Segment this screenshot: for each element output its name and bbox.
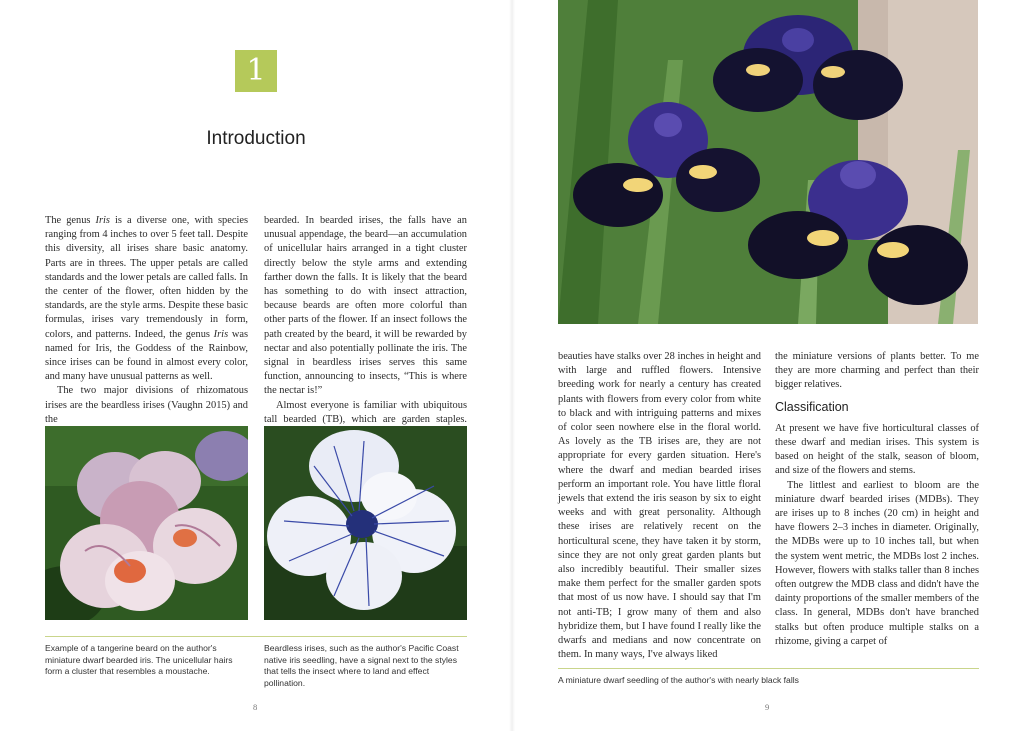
left-text-column-2	[264, 214, 467, 441]
paragraph: beauties have stalks over 28 inches in height and with large and ruffled flowers. Intensive breeding work for nearly a century has created plants with flowers from every color from white to black and with intriguing patterns and mixes of color seen nowhere else in the floral world. As lovely as the TB irises are, they are not appropriate for every garden situation. Here's where the dwarf and median bearded irises perform an important role. You have little floral jewels that extend the iris season by six to eight weeks and with great personality. Although these irises are relatively recent on the horticultural scene, they have taken it by storm, since they are not only great garden plants but also incredibly beautiful. Their smaller sizes make them perfect for the smaller garden spots that most of us now have. I should say that I'm not anti-TB; I grow many of them and also hybridize them, but I have found I really like the dwarfs and medians and now concentrate on them. In many ways, I've always liked	[558, 351, 761, 661]
caption-divider	[45, 636, 467, 637]
photo-caption: A miniature dwarf seedling of the author's with nearly black falls	[558, 675, 799, 685]
section-heading: Classification	[775, 399, 849, 414]
chapter-number-badge: 1	[235, 50, 277, 92]
text-run: was named for Iris, the Goddess of the Rainbow, since irises can be found in almost every color, and many have unusual patterns as well.	[45, 328, 248, 383]
paragraph: bearded. In bearded irises, the falls have an unusual appendage, the beard—an accumulation of unicellular hairs arranged in a tight cluster directly below the style arms and extending farther down the falls. It is likely that the beard has something to do with insect attraction, because beards are often more colorful than other parts of the flower. If an insect follows the path created by the beard, it will be rewarded by nectar and also potentially pollinate the iris. The signal in beardless irises serves this same function, announcing to insects, “This is where the nectar is!”	[264, 215, 467, 397]
caption-divider	[558, 668, 979, 669]
photo-caption-2: Beardless irises, such as the author's Pacific Coast native iris seedling, have a signal next to the styles that tells the insect where to land and effect pollination.	[264, 643, 459, 688]
page-number: 9	[765, 702, 770, 712]
right-text-column-1	[558, 350, 761, 662]
photo-pacific-coast-iris	[264, 426, 467, 620]
right-text-column-2	[775, 350, 979, 649]
italic-genus: Iris	[213, 328, 229, 340]
photo-dark-purple-dwarf-iris	[558, 0, 978, 324]
text-run: The genus	[45, 215, 96, 226]
photo-caption-1: Example of a tangerine beard on the author's miniature dwarf bearded iris. The unicellular hairs form a cluster that resembles a moustache.	[45, 643, 233, 677]
text-run: is a diverse one, with species ranging from 4 inches to over 5 feet tall. Despite this diversity, all irises share basic anatomy. Parts are in threes. The upper petals are called standards and the lower petals are called falls. In the center of the flower, often hidden by the standards, are the style arms. Despite these basic formulas, irises vary tremendously in form, colors, and patterns. Indeed, the genus	[45, 215, 248, 340]
photo-tangerine-beard-iris	[45, 426, 248, 620]
paragraph: the miniature versions of plants better. To me they are more charming and perfect than their bigger relatives.	[775, 351, 979, 391]
paragraph: The two major divisions of rhizomatous irises are the beardless irises (Vaughn 2015) and the	[45, 385, 248, 425]
chapter-title: Introduction	[206, 128, 306, 149]
paragraph: Almost everyone is familiar with ubiquitous tall bearded (TB), which are garden staples.	[264, 399, 467, 425]
paragraph	[45, 214, 248, 384]
paragraph: The littlest and earliest to bloom are the miniature dwarf bearded irises (MDBs). They are irises up to 8 inches (20 cm) in height and have flowers 2–3 inches in diameter. Originally, the MDBs were up to 10 inches tall, but when the system went metric, the MDBs lost 2 inches. However, flowers with stalks taller than 8 inches often outgrew the MDB class and didn't have the dainty proportions of the smaller members of the class. In general, MDBs don't have branched stalks but often produce multiple stalks on a rhizome, giving a carpet of	[775, 479, 979, 647]
page-number: 8	[253, 702, 258, 712]
left-text-column-1	[45, 214, 248, 427]
right-page	[512, 0, 1024, 731]
paragraph: At present we have five horticultural classes of these dwarf and median irises. This system is based on height of the stalk, season of bloom, and size of the flowers and stems.	[775, 422, 979, 477]
italic-genus: Iris	[95, 215, 110, 226]
